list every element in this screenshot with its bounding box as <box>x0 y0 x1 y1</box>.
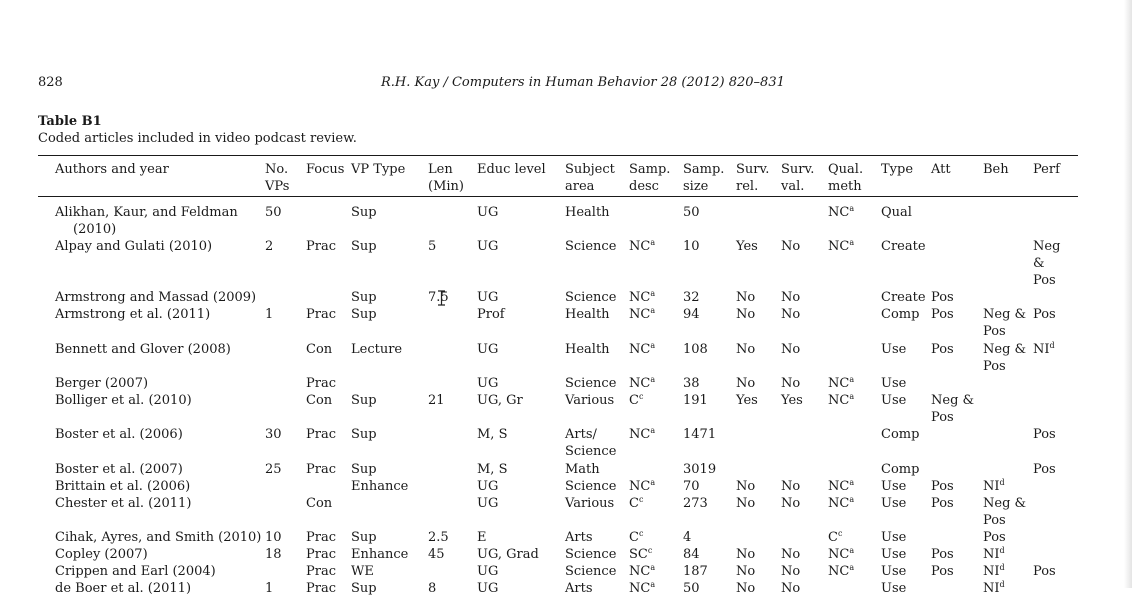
cell-subject: Science <box>565 547 617 562</box>
cell-survrel: No <box>736 581 756 596</box>
cell-sampdesc: $C^c$ <box>629 529 644 545</box>
col-header-vps: No. VPs <box>265 162 290 194</box>
cell-educ: UG, Gr <box>477 393 523 408</box>
cell-len: 45 <box>428 547 445 562</box>
cell-sampsize: 70 <box>683 479 700 494</box>
cell-author: Cihak, Ayres, and Smith (2010) <box>55 530 262 545</box>
footnote-marker: a <box>849 204 855 213</box>
col-header-att: Att <box>931 162 951 177</box>
footnote-marker: a <box>650 306 656 315</box>
cell-subject: Arts <box>565 581 593 596</box>
footnote-marker: d <box>999 580 1005 589</box>
cell-educ: E <box>477 530 487 545</box>
cell-beh: $NI^d$ <box>983 580 1005 596</box>
cell-beh: Pos <box>983 530 1006 545</box>
cell-sampsize: 1471 <box>683 427 717 442</box>
footnote-marker: a <box>650 426 656 435</box>
footnote-marker: a <box>849 495 855 504</box>
cell-survval: No <box>781 496 801 511</box>
cell-sampsize: 191 <box>683 393 708 408</box>
cell-educ: UG, Grad <box>477 547 539 562</box>
cell-len: 8 <box>428 581 437 596</box>
footnote-marker: d <box>999 546 1005 555</box>
cell-educ: UG <box>477 496 499 511</box>
footnote-marker: a <box>849 546 855 555</box>
footnote-marker: a <box>650 375 656 384</box>
footnote-marker: c <box>638 392 644 401</box>
footnote-marker: c <box>638 529 644 538</box>
cell-beh: Neg & Pos <box>983 342 1027 374</box>
cell-survval: No <box>781 290 801 305</box>
cell-survval: No <box>781 376 801 391</box>
cell-sampsize: 38 <box>683 376 700 391</box>
cell-educ: UG <box>477 205 499 220</box>
cell-survrel: No <box>736 290 756 305</box>
cell-sampdesc: $NC^a$ <box>629 238 656 254</box>
cell-focus: Con <box>306 496 333 511</box>
cell-survval: No <box>781 547 801 562</box>
window-edge-shadow <box>1124 0 1132 588</box>
cell-subject: Health <box>565 205 610 220</box>
cell-perf: Pos <box>1033 427 1056 442</box>
cell-vptype: Sup <box>351 307 377 322</box>
footnote-marker: d <box>999 563 1005 572</box>
col-header-survval: Surv. val. <box>781 162 815 194</box>
cell-vps: 18 <box>265 547 282 562</box>
cell-beh: $NI^d$ <box>983 546 1005 562</box>
cell-subject: Arts <box>565 530 593 545</box>
cell-type: Create <box>881 290 926 305</box>
cell-sampdesc: $NC^a$ <box>629 306 656 322</box>
cell-vptype: Sup <box>351 290 377 305</box>
cell-sampsize: 32 <box>683 290 700 305</box>
cell-survval: No <box>781 307 801 322</box>
cell-sampsize: 94 <box>683 307 700 322</box>
cell-survrel: No <box>736 307 756 322</box>
cell-author: Bennett and Glover (2008) <box>55 342 231 357</box>
cell-sampdesc: $NC^a$ <box>629 341 656 357</box>
footnote-marker: a <box>849 375 855 384</box>
cell-qual: $NC^a$ <box>828 546 855 562</box>
col-header-focus: Focus <box>306 162 345 177</box>
cell-sampdesc: $NC^a$ <box>629 289 656 305</box>
col-header-author: Authors and year <box>55 162 169 177</box>
cell-len: 21 <box>428 393 445 408</box>
cell-qual: $NC^a$ <box>828 563 855 579</box>
cell-att: Pos <box>931 547 954 562</box>
col-header-type: Type <box>881 162 914 177</box>
cell-type: Use <box>881 342 907 357</box>
cell-qual: $NC^a$ <box>828 478 855 494</box>
cell-vptype: Lecture <box>351 342 403 357</box>
cell-subject: Science <box>565 564 617 579</box>
cell-sampsize: 10 <box>683 239 700 254</box>
cell-subject: Arts/ Science <box>565 427 617 459</box>
cell-author: Armstrong and Massad (2009) <box>55 290 257 305</box>
text-cursor-icon <box>437 290 446 306</box>
col-header-perf: Perf <box>1033 162 1060 177</box>
cell-focus: Prac <box>306 564 336 579</box>
cell-type: Use <box>881 376 907 391</box>
cell-sampdesc: $C^c$ <box>629 392 644 408</box>
cell-subject: Science <box>565 479 617 494</box>
cell-att: Pos <box>931 307 954 322</box>
cell-educ: UG <box>477 290 499 305</box>
cell-author: Boster et al. (2007) <box>55 462 183 477</box>
cell-survval: Yes <box>781 393 803 408</box>
col-header-survrel: Surv. rel. <box>736 162 770 194</box>
footnote-marker: a <box>650 563 656 572</box>
cell-vptype: Sup <box>351 393 377 408</box>
cell-sampsize: 3019 <box>683 462 717 477</box>
cell-vptype: WE <box>351 564 374 579</box>
cell-focus: Prac <box>306 427 336 442</box>
cell-type: Use <box>881 547 907 562</box>
cell-focus: Prac <box>306 462 336 477</box>
cell-vptype: Enhance <box>351 479 409 494</box>
cell-author: Brittain et al. (2006) <box>55 479 191 494</box>
cell-perf: Neg & Pos <box>1033 239 1061 288</box>
cell-subject: Science <box>565 376 617 391</box>
cell-vps: 2 <box>265 239 274 254</box>
cell-sampsize: 108 <box>683 342 708 357</box>
cell-vptype: Sup <box>351 530 377 545</box>
cell-vptype: Sup <box>351 239 377 254</box>
footnote-marker: c <box>647 546 653 555</box>
cell-focus: Prac <box>306 547 336 562</box>
footnote-marker: c <box>837 529 843 538</box>
cell-vptype: Sup <box>351 427 377 442</box>
cell-vps: 1 <box>265 581 274 596</box>
cell-att: Pos <box>931 290 954 305</box>
cell-subject: Health <box>565 307 610 322</box>
cell-att: Pos <box>931 342 954 357</box>
cell-type: Comp <box>881 427 920 442</box>
footnote-marker: a <box>849 392 855 401</box>
footnote-marker: d <box>1049 341 1055 350</box>
cell-subject: Science <box>565 239 617 254</box>
cell-educ: UG <box>477 581 499 596</box>
cell-author: Alikhan, Kaur, and Feldman (2010) <box>55 205 238 237</box>
cell-type: Use <box>881 393 907 408</box>
cell-survrel: No <box>736 547 756 562</box>
table-header-rule <box>38 196 1078 197</box>
cell-survrel: No <box>736 564 756 579</box>
cell-qual: $C^c$ <box>828 529 843 545</box>
cell-survval: No <box>781 342 801 357</box>
cell-survrel: Yes <box>736 239 758 254</box>
cell-att: Pos <box>931 479 954 494</box>
footnote-marker: a <box>849 478 855 487</box>
cell-vps: 25 <box>265 462 282 477</box>
cell-sampdesc: $NC^a$ <box>629 478 656 494</box>
cell-educ: M, S <box>477 427 508 442</box>
cell-vps: 30 <box>265 427 282 442</box>
cell-educ: Prof <box>477 307 505 322</box>
cell-author: Crippen and Earl (2004) <box>55 564 216 579</box>
cell-survval: No <box>781 479 801 494</box>
cell-survval: No <box>781 564 801 579</box>
cell-vptype: Sup <box>351 581 377 596</box>
cell-survrel: No <box>736 496 756 511</box>
cell-type: Comp <box>881 462 920 477</box>
cell-survrel: No <box>736 479 756 494</box>
cell-perf: Pos <box>1033 564 1056 579</box>
cell-educ: UG <box>477 479 499 494</box>
cell-focus: Prac <box>306 530 336 545</box>
col-header-educ: Educ level <box>477 162 546 177</box>
cell-author: Armstrong et al. (2011) <box>55 307 211 322</box>
cell-survrel: No <box>736 376 756 391</box>
table-caption: Coded articles included in video podcast review. <box>38 131 357 146</box>
table-title: Table B1 <box>38 114 102 129</box>
cell-educ: M, S <box>477 462 508 477</box>
cell-sampsize: 187 <box>683 564 708 579</box>
cell-perf: $NI^d$ <box>1033 341 1055 357</box>
cell-vptype: Enhance <box>351 547 409 562</box>
cell-subject: Various <box>565 496 615 511</box>
cell-type: Use <box>881 479 907 494</box>
cell-survrel: Yes <box>736 393 758 408</box>
cell-type: Use <box>881 564 907 579</box>
running-head: R.H. Kay / Computers in Human Behavior 28 (2012) 820–831 <box>381 75 785 90</box>
col-header-sampdesc: Samp. desc <box>629 162 671 194</box>
cell-sampdesc: $NC^a$ <box>629 426 656 442</box>
footnote-marker: d <box>999 478 1005 487</box>
cell-subject: Various <box>565 393 615 408</box>
page-number: 828 <box>38 75 63 90</box>
cell-author: Copley (2007) <box>55 547 148 562</box>
cell-focus: Prac <box>306 239 336 254</box>
cell-author: Chester et al. (2011) <box>55 496 192 511</box>
cell-sampsize: 50 <box>683 205 700 220</box>
cell-educ: UG <box>477 239 499 254</box>
footnote-marker: a <box>650 238 656 247</box>
cell-sampsize: 50 <box>683 581 700 596</box>
cell-focus: Prac <box>306 376 336 391</box>
cell-perf: Pos <box>1033 307 1056 322</box>
cell-survrel: No <box>736 342 756 357</box>
cell-survval: No <box>781 581 801 596</box>
footnote-marker: a <box>650 580 656 589</box>
col-header-qual: Qual. meth <box>828 162 864 194</box>
col-header-beh: Beh <box>983 162 1009 177</box>
footnote-marker: a <box>650 341 656 350</box>
cell-beh: $NI^d$ <box>983 563 1005 579</box>
cell-sampdesc: $C^c$ <box>629 495 644 511</box>
cell-subject: Science <box>565 290 617 305</box>
cell-author: Boster et al. (2006) <box>55 427 183 442</box>
cell-educ: UG <box>477 376 499 391</box>
table-top-rule <box>38 155 1078 156</box>
cell-vptype: Sup <box>351 205 377 220</box>
cell-type: Use <box>881 581 907 596</box>
cell-educ: UG <box>477 564 499 579</box>
cell-qual: $NC^a$ <box>828 238 855 254</box>
cell-len: 5 <box>428 239 437 254</box>
cell-sampdesc: $NC^a$ <box>629 580 656 596</box>
cell-qual: $NC^a$ <box>828 495 855 511</box>
cell-author: Bolliger et al. (2010) <box>55 393 192 408</box>
cell-author: Alpay and Gulati (2010) <box>55 239 213 254</box>
cell-len: 7.5 <box>428 290 449 305</box>
cell-beh: Neg & Pos <box>983 496 1027 528</box>
cell-vps: 10 <box>265 530 282 545</box>
cell-type: Create <box>881 239 926 254</box>
footnote-marker: a <box>849 238 855 247</box>
cell-qual: $NC^a$ <box>828 392 855 408</box>
cell-len: 2.5 <box>428 530 449 545</box>
cell-sampdesc: $NC^a$ <box>629 375 656 391</box>
cell-qual: $NC^a$ <box>828 204 855 220</box>
cell-att: Neg & Pos <box>931 393 975 425</box>
cell-subject: Math <box>565 462 600 477</box>
cell-vptype: Sup <box>351 462 377 477</box>
cell-type: Qual <box>881 205 912 220</box>
cell-sampsize: 273 <box>683 496 708 511</box>
col-header-vptype: VP Type <box>351 162 406 177</box>
cell-author: de Boer et al. (2011) <box>55 581 192 596</box>
cell-att: Pos <box>931 496 954 511</box>
cell-type: Use <box>881 530 907 545</box>
cell-focus: Prac <box>306 581 336 596</box>
footnote-marker: a <box>650 478 656 487</box>
cell-beh: $NI^d$ <box>983 478 1005 494</box>
cell-perf: Pos <box>1033 462 1056 477</box>
cell-focus: Prac <box>306 307 336 322</box>
cell-qual: $NC^a$ <box>828 375 855 391</box>
cell-sampdesc: $SC^c$ <box>629 546 653 562</box>
cell-sampsize: 4 <box>683 530 692 545</box>
cell-focus: Con <box>306 393 333 408</box>
cell-beh: Neg & Pos <box>983 307 1027 339</box>
col-header-sampsize: Samp. size <box>683 162 725 194</box>
footnote-marker: a <box>849 563 855 572</box>
col-header-subject: Subject area <box>565 162 615 194</box>
cell-type: Use <box>881 496 907 511</box>
col-header-len: Len (Min) <box>428 162 464 194</box>
footnote-marker: c <box>638 495 644 504</box>
cell-educ: UG <box>477 342 499 357</box>
cell-sampsize: 84 <box>683 547 700 562</box>
cell-sampdesc: $NC^a$ <box>629 563 656 579</box>
footnote-marker: a <box>650 289 656 298</box>
cell-author: Berger (2007) <box>55 376 149 391</box>
cell-type: Comp <box>881 307 920 322</box>
cell-vps: 50 <box>265 205 282 220</box>
cell-vps: 1 <box>265 307 274 322</box>
cell-focus: Con <box>306 342 333 357</box>
cell-att: Pos <box>931 564 954 579</box>
cell-survval: No <box>781 239 801 254</box>
cell-subject: Health <box>565 342 610 357</box>
